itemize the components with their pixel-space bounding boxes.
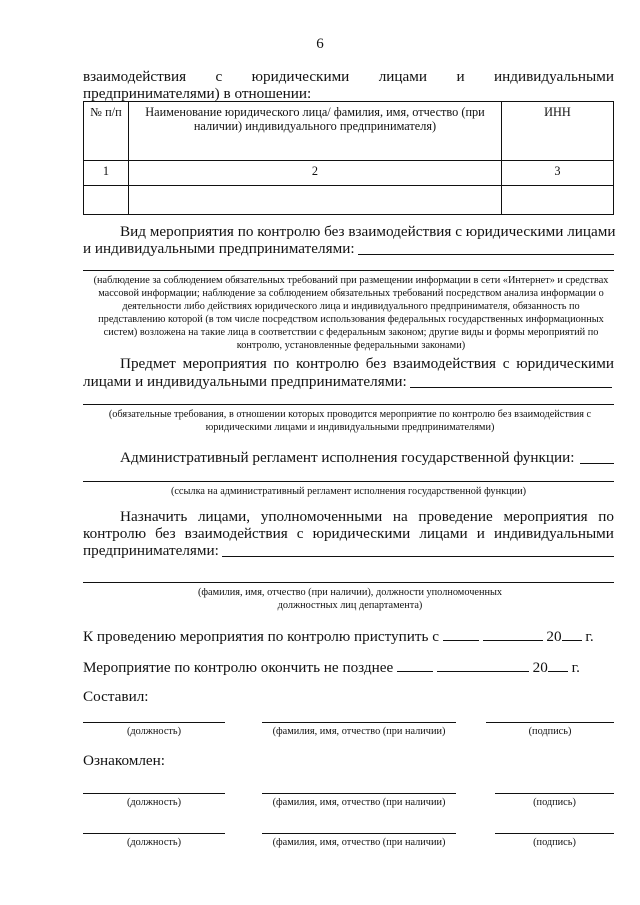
end-year-prefix: 20 (532, 659, 548, 676)
intro-line-2: предпринимателями) в отношении: (83, 85, 312, 102)
header-inn: ИНН (502, 102, 614, 161)
subject-note: (обязательные требования, в отношении которых проводится мероприятие по контролю без взаимодействия с юридическими лицами и индивидуальными предпринимателями) (108, 409, 592, 433)
empty-cell[interactable] (129, 186, 502, 215)
assign-line-3: предпринимателями: (83, 542, 219, 559)
acq1-position-label: (должность) (126, 797, 182, 808)
empty-cell[interactable] (84, 186, 129, 215)
acq2-position-line[interactable] (83, 833, 225, 834)
word: и (476, 525, 485, 542)
word: по (598, 508, 614, 525)
end-day-field[interactable] (397, 657, 433, 672)
word: лицами (378, 68, 428, 85)
assign-line-2 (83, 525, 614, 543)
assign-fill-line[interactable] (222, 556, 614, 557)
table-row (84, 161, 614, 186)
composed-name-label: (фамилия, имя, отчество (при наличии) (272, 726, 446, 737)
acq1-name-label: (фамилия, имя, отчество (при наличии) (272, 797, 446, 808)
assign-fill-line-2[interactable] (83, 582, 614, 583)
intro-line-1 (83, 68, 614, 86)
subject-line-2: лицами и индивидуальными предпринимателями: (83, 373, 407, 390)
word: Предмет (120, 355, 176, 372)
event-type-fill-line[interactable] (358, 254, 614, 255)
word: взаимодействия (83, 68, 187, 85)
assign-line-1 (120, 508, 614, 526)
col-number-1: 1 (84, 161, 129, 186)
event-type-line-2: и индивидуальными предпринимателями: (83, 240, 355, 257)
word: контролю (83, 525, 147, 542)
start-date-label: К проведению мероприятия по контролю приступить с (83, 628, 440, 645)
word: лицами, (197, 508, 251, 525)
event-type-fill-line-2[interactable] (83, 270, 614, 271)
end-year-field[interactable] (548, 657, 568, 672)
acq2-name-label: (фамилия, имя, отчество (при наличии) (272, 837, 446, 848)
subject-fill-line-2[interactable] (83, 404, 614, 405)
event-type-note: (наблюдение за соблюдением обязательных требований при размещении информации в сети «Интернет» и средствах массовой информации; наблюдение за соблюдением обязательных требований посредством анализа информации о деятельности либо действиях юридического лица и индивидуального предпринимателя, обязанность по представлению которой (в том числе посредством использования федеральных государственных информационных систем) возложена на такие лица в соответствии с федеральным законом; другие виды и формы мероприятий по контролю, установленные федеральными законами) (93, 275, 609, 351)
event-type-line-1: Вид мероприятия по контролю без взаимодействия с юридическими лицами (120, 223, 616, 240)
acq2-signature-line[interactable] (495, 833, 614, 834)
word: и (456, 68, 465, 85)
word: индивидуальными (493, 525, 614, 542)
empty-cell[interactable] (502, 186, 614, 215)
subject-fill-line[interactable] (410, 387, 612, 388)
regulation-line-1: Административный регламент исполнения государственной функции: (120, 449, 575, 466)
acq1-name-line[interactable] (262, 793, 456, 794)
acq1-position-line[interactable] (83, 793, 225, 794)
table-header-row (84, 102, 614, 161)
composed-position-line[interactable] (83, 722, 225, 723)
word: юридическими (312, 525, 411, 542)
word: проведение (418, 508, 493, 525)
end-date-label: Мероприятие по контролю окончить не позднее (83, 659, 394, 676)
word: мероприятия (182, 355, 267, 372)
word: лицами (419, 525, 468, 542)
composed-name-line[interactable] (262, 722, 456, 723)
word: без (155, 525, 176, 542)
end-year-suffix: г. (571, 659, 580, 676)
word: уполномоченными (260, 508, 383, 525)
start-year-field[interactable] (562, 626, 582, 641)
page-number: 6 (316, 36, 324, 52)
acq1-signature-line[interactable] (495, 793, 614, 794)
word: Назначить (120, 508, 188, 525)
word: с (215, 68, 223, 85)
start-year-prefix: 20 (546, 628, 562, 645)
word: с (296, 525, 304, 542)
word: на (392, 508, 408, 525)
word: взаимодействия (184, 525, 288, 542)
composed-label: Составил: (83, 688, 149, 705)
word: по (273, 355, 290, 372)
col-number-3: 3 (502, 161, 614, 186)
col-number-2: 2 (129, 161, 502, 186)
word: без (365, 355, 387, 372)
word: с (502, 355, 510, 372)
composed-signature-line[interactable] (486, 722, 614, 723)
acq1-signature-label: (подпись) (533, 797, 576, 808)
subject-line-1 (120, 355, 614, 373)
word: юридическими (516, 355, 614, 372)
word: взаимодействия (392, 355, 497, 372)
regulation-fill-line[interactable] (580, 463, 614, 464)
regulation-fill-line-2[interactable] (83, 481, 614, 482)
acq2-position-label: (должность) (126, 837, 182, 848)
word: мероприятия (503, 508, 588, 525)
start-month-field[interactable] (483, 626, 543, 641)
header-name: Наименование юридического лица/ фамилия, имя, отчество (при наличии) индивидуального предпринимателя) (129, 102, 502, 161)
header-num: № п/п (84, 102, 129, 161)
assign-note: (фамилия, имя, отчество (при наличии), должности уполномоченных должностных лиц департамента) (197, 587, 503, 611)
table-row (84, 186, 614, 215)
start-day-field[interactable] (443, 626, 479, 641)
end-date-line (83, 657, 614, 677)
composed-signature-label: (подпись) (528, 726, 572, 737)
acq2-name-line[interactable] (262, 833, 456, 834)
start-date-line (83, 626, 614, 646)
acq2-signature-label: (подпись) (533, 837, 576, 848)
word: юридическими (251, 68, 350, 85)
acquainted-label: Ознакомлен: (83, 752, 166, 769)
word: контролю (295, 355, 360, 372)
start-year-suffix: г. (585, 628, 594, 645)
regulation-note: (ссылка на административный регламент исполнения государственной функции) (170, 486, 527, 497)
end-month-field[interactable] (437, 657, 529, 672)
composed-position-label: (должность) (126, 726, 182, 737)
word: индивидуальными (494, 68, 614, 85)
entities-table (83, 101, 614, 215)
